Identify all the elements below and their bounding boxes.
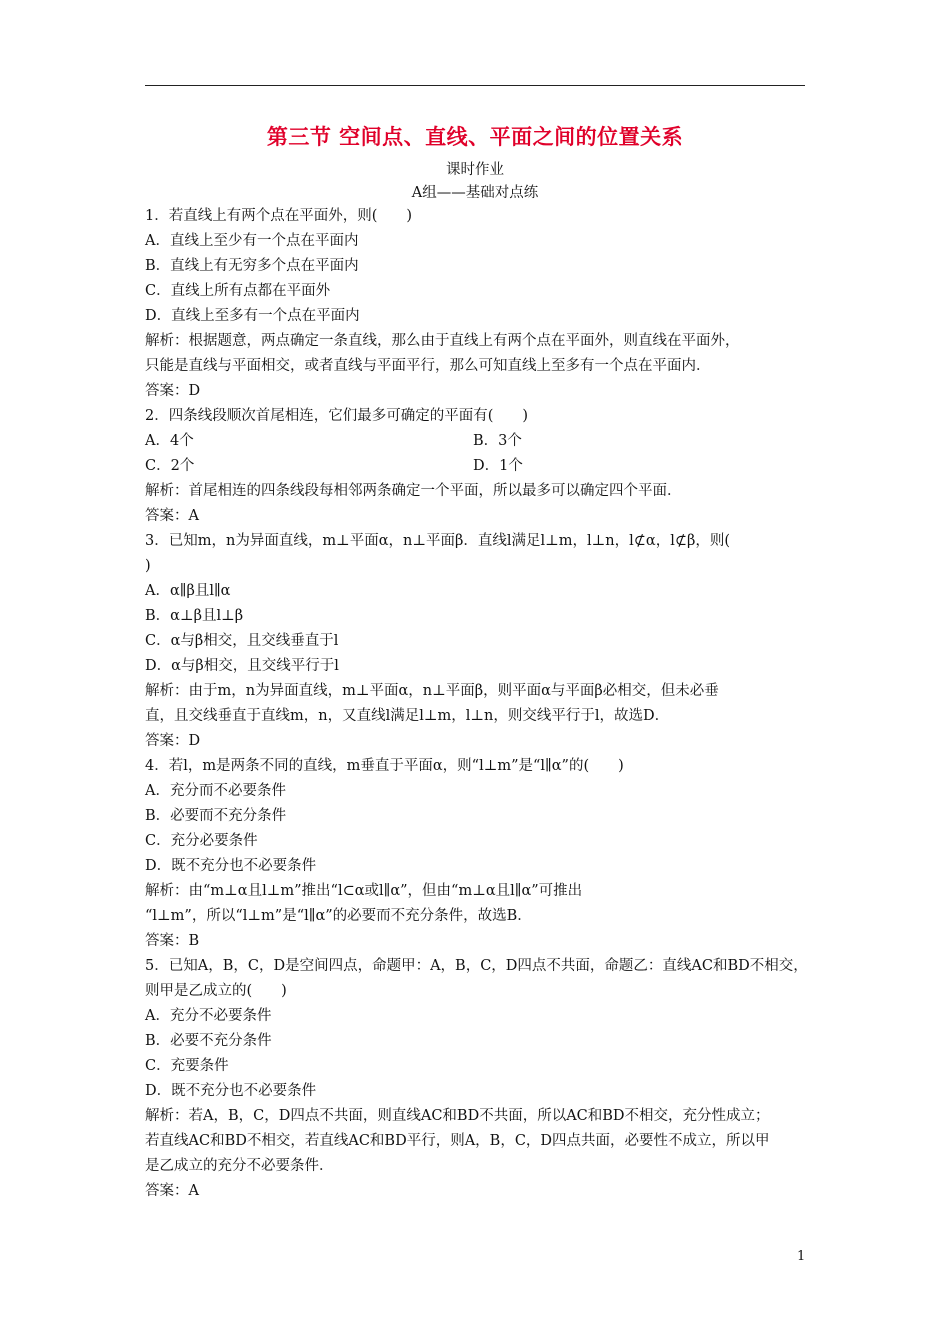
text-line: D．α与β相交，且交线平行于l xyxy=(145,658,339,674)
option-c: C．2个 xyxy=(145,458,195,474)
text-line: B．必要而不充分条件 xyxy=(145,808,287,824)
text-line: C．充要条件 xyxy=(145,1058,229,1074)
text-line: 解析：根据题意，两点确定一条直线，那么由于直线上有两个点在平面外，则直线在平面外， xyxy=(145,333,740,349)
text-line: A．α∥β且l∥α xyxy=(145,583,231,599)
text-line: 是乙成立的充分不必要条件． xyxy=(145,1158,334,1174)
text-line: 只能是直线与平面相交，或者直线与平面平行，那么可知直线上至多有一个点在平面内． xyxy=(145,358,711,374)
text-line: ) xyxy=(145,558,151,574)
page-number: 1 xyxy=(797,1249,806,1264)
text-line: 3．已知m，n为异面直线，m⊥平面α，n⊥平面β．直线l满足l⊥m，l⊥n，l⊄α，l⊄β，则( xyxy=(145,533,731,549)
text-line: 答案：A xyxy=(145,508,199,524)
text-line: 答案：B xyxy=(145,933,200,949)
option-a: A．4个 xyxy=(145,433,194,449)
options-row xyxy=(145,429,810,454)
option-d: D．1个 xyxy=(473,458,523,474)
option-b: B．3个 xyxy=(473,433,522,449)
text-line: C．直线上所有点都在平面外 xyxy=(145,283,331,299)
text-line: 解析：由“m⊥α且l⊥m”推出“l⊂α或l∥α”，但由“m⊥α且l∥α”可推出 xyxy=(145,883,583,899)
options-row xyxy=(145,454,810,479)
text-line: A．充分而不必要条件 xyxy=(145,783,286,799)
text-line: 直，且交线垂直于直线m，n，又直线l满足l⊥m，l⊥n，则交线平行于l，故选D． xyxy=(145,708,670,724)
text-line: A．充分不必要条件 xyxy=(145,1008,272,1024)
text-line: 2．四条线段顺次首尾相连，它们最多可确定的平面有( ) xyxy=(145,408,529,424)
text-line: 1．若直线上有两个点在平面外，则( ) xyxy=(145,208,413,224)
text-line: “l⊥m”，所以“l⊥m”是“l∥α”的必要而不充分条件，故选B． xyxy=(145,908,532,924)
text-line: 4．若l，m是两条不同的直线，m垂直于平面α，则“l⊥m”是“l∥α”的( ) xyxy=(145,758,624,774)
text-line: 若直线AC和BD不相交，若直线AC和BD平行，则A，B，C，D四点共面，必要性不成立，所以甲 xyxy=(145,1133,770,1149)
group-heading: A组——基础对点练 xyxy=(411,185,539,201)
text-line: 答案：D xyxy=(145,383,201,399)
text-line: 5．已知A，B，C，D是空间四点，命题甲：A，B，C，D四点不共面，命题乙：直线AC和BD不相交， xyxy=(145,958,808,974)
text-line: B．直线上有无穷多个点在平面内 xyxy=(145,258,359,274)
text-line: B．必要不充分条件 xyxy=(145,1033,272,1049)
text-line: 解析：若A，B，C，D四点不共面，则直线AC和BD不共面，所以AC和BD不相交，充分性成立； xyxy=(145,1108,770,1124)
page-title: 第三节 空间点、直线、平面之间的位置关系 xyxy=(266,124,684,149)
page-subtitle: 课时作业 xyxy=(446,162,504,178)
text-line: D．直线上至多有一个点在平面内 xyxy=(145,308,360,324)
text-line: 答案：D xyxy=(145,733,201,749)
text-line: 解析：首尾相连的四条线段每相邻两条确定一个平面，所以最多可以确定四个平面． xyxy=(145,483,682,499)
text-line: B．α⊥β且l⊥β xyxy=(145,608,244,624)
text-line: C．α与β相交，且交线垂直于l xyxy=(145,633,339,649)
header-rule xyxy=(145,85,805,86)
text-line: A．直线上至少有一个点在平面内 xyxy=(145,233,359,249)
text-line: D．既不充分也不必要条件 xyxy=(145,858,317,874)
text-line: C．充分必要条件 xyxy=(145,833,258,849)
document-body xyxy=(145,204,810,1204)
text-line: 答案：A xyxy=(145,1183,199,1199)
text-line: 解析：由于m，n为异面直线，m⊥平面α，n⊥平面β，则平面α与平面β必相交，但未必垂 xyxy=(145,683,719,699)
text-line: 则甲是乙成立的( ) xyxy=(145,983,287,999)
text-line: D．既不充分也不必要条件 xyxy=(145,1083,317,1099)
